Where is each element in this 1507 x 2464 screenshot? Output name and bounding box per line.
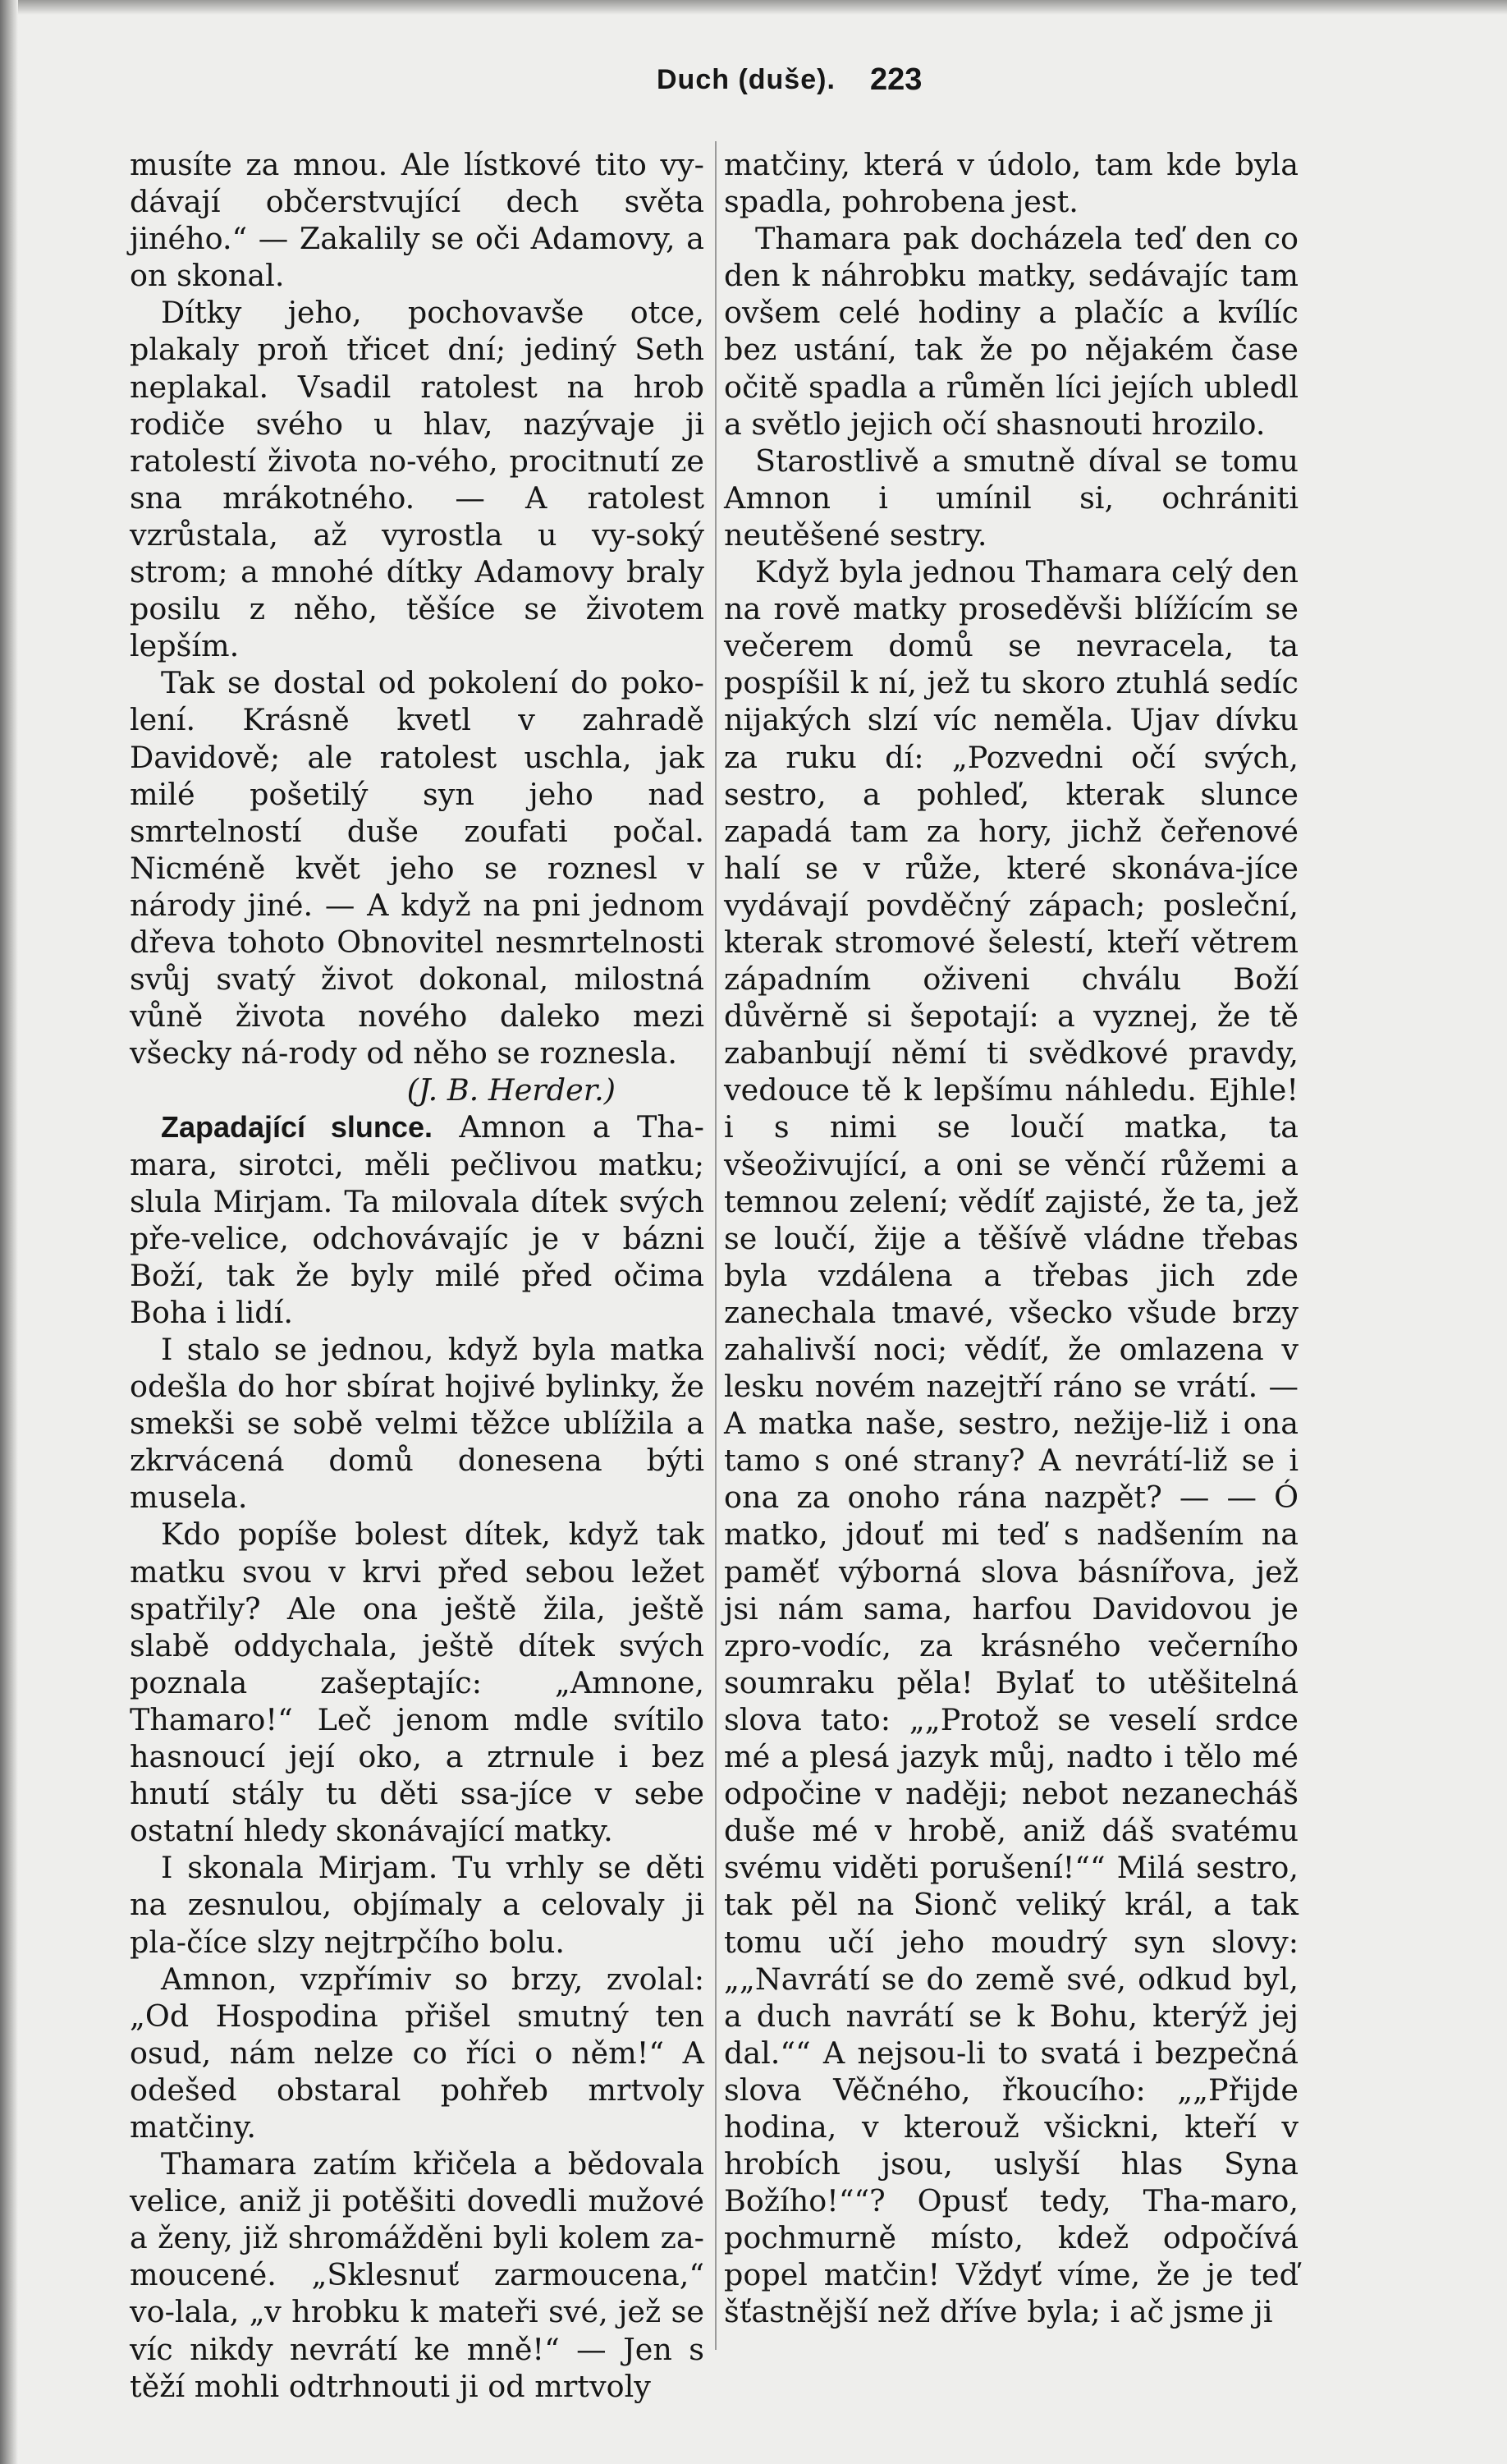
- paragraph: Kdo popíše bolest dítek, když tak matku svou v krvi před sebou ležet spatřily? Ale ona ještě žila, ještě slabě oddychala, ještě dítek svých poznala zašeptajíc: „Amnone, Thamaro!“ Leč jenom mdle svítilo hasnoucí její oko, a ztrnule i bez hnutí stály tu děti ssa-jíce v sebe ostatní hledy skonávající matky.: [130, 1516, 704, 1849]
- paragraph: Amnon, vzpřímiv so brzy, zvolal: „Od Hospodina přišel smutný ten osud, nám nelze co říci o něm!“ A odešed obstaral pohřeb mrtvoly matčiny.: [130, 1961, 704, 2145]
- left-column: [130, 146, 704, 2405]
- paragraph: Dítky jeho, pochovavše otce, plakaly proň třicet dní; jediný Seth neplakal. Vsadil ratolest na hrob rodiče svého u hlav, nazývaje ji ratolestí života no-vého, procitnutí ze sna mrákotného. — A ratolest vzrůstala, až vyrostla u vy-soký strom; a mnohé dítky Adamovy braly posilu z něho, těšíce se životem lepším.: [130, 295, 704, 664]
- paragraph: musíte za mnou. Ale lístkové tito vy-dávají občerstvující dech světa jiného.“ — Zakalily se oči Adamovy, a on skonal.: [130, 147, 704, 294]
- paragraph: I stalo se jednou, když byla matka odešla do hor sbírat hojivé bylinky, že smekši se sobě velmi těžce ublížila a zkrvácená domů donesena býti musela.: [130, 1332, 704, 1516]
- paragraph: Thamara zatím křičela a bědovala velice, aniž ji potěšiti dovedli mužové a ženy, již shromážděni byli kolem za-moucené. „Sklesnuť zarmoucena,“ vo-lala, „v hrobku k mateři své, jež se víc nikdy nevrátí ke mně!“ — Jen s těží mohli odtrhnouti ji od mrtvoly: [130, 2146, 704, 2404]
- column-divider: [715, 141, 717, 2350]
- paragraph: Tak se dostal od pokolení do poko-lení. Krásně kvetl v zahradě Davidově; ale ratolest uschla, jak milé pošetilý syn jeho nad smrtelností duše zoufati počal. Nicméně květ jeho se roznesl v národy jiné. — A když na pni jednom dřeva tohoto Obnovitel nesmrtelnosti svůj svatý život dokonal, milostná vůně života nového daleko mezi všecky ná-rody od něho se roznesla.: [130, 665, 704, 1071]
- paragraph: matčiny, která v údolo, tam kde byla spadla, pohrobena jest.: [724, 147, 1299, 220]
- right-column: [724, 146, 1299, 2331]
- page-top-edge: [0, 0, 1507, 15]
- page-number: 223: [870, 62, 923, 97]
- section-title: Zapadající slunce.: [161, 1110, 433, 1145]
- section-paragraph: [130, 1108, 704, 1331]
- paragraph: I skonala Mirjam. Tu vrhly se děti na zesnulou, objímaly a celovaly ji pla-číce slzy nejtrpčího bolu.: [130, 1850, 704, 1960]
- paragraph: Když byla jednou Thamara celý den na rově matky proseděvši blížícím se večerem domů se nevracela, ta pospíšil k ní, jež tu skoro ztuhlá sedíc nijakých slzí víc neměla. Ujav dívku za ruku dí: „Pozvedni očí svých, sestro, a pohleď, kterak slunce zapadá tam za hory, jichž čeřenové halí se v růže, které skonáva-jíce vydávají povděčný zápach; posleční, kterak stromové šelestí, kteří větrem západním oživeni chválu Boží důvěrně si šepotají: a vyznej, že tě zabanbují němí ti svědkové pravdy, vedouce tě k lepšímu náhledu. Ejhle! i s nimi se loučí matka, ta všeoživující, a oni se věnčí růžemi a temnou zelení; vědíť zajisté, že ta, jež se loučí, žije a těšívě vládne třebas byla vzdálena a třebas jich zde zanechala tmavé, všecko všude brzy zahalivší noci; vědíť, že omlazena v lesku novém nazejtří ráno se vrátí. — A matka naše, sestro, nežije-liž i ona tamo s oné strany? A nevrátí-liž se i ona za onoho rána nazpět? — — Ó matko, jdouť mi teď s nadšením na paměť výborná slova básnířova, jež jsi nám sama, harfou Davidovou je zpro-vodíc, za krásného večerního soumraku pěla! Bylať to utěšitelná slova tato: „„Protož se veselí srdce mé a plesá jazyk můj, nadto i tělo mé odpočine v naději; nebot nezanecháš duše mé v hrobě, aniž dáš svatému svému viděti porušení!““ Milá sestro, tak pěl na Sionč veliký král, a tak tomu učí jeho moudrý syn slovy: „„Navrátí se do země své, odkud byl, a duch navrátí se k Bohu, kterýž jej dal.““ A nejsou-li to svatá i bezpečná slova Věčného, řkoucího: „„Přijde hodina, v kterouž všickni, kteří v hrobích jsou, uslyší hlas Syna Božího!““? Opusť tedy, Tha-maro, pochmurně místo, kdež odpočívá popel matčin! Vždyť víme, že je teď šťastnější než dříve byla; i ač jsme ji: [724, 554, 1299, 2330]
- page-left-edge: [0, 0, 18, 2464]
- paragraph: Starostlivě a smutně díval se tomu Amnon i umínil si, ochrániti neutěšené sestry.: [724, 443, 1299, 553]
- paragraph: Thamara pak docházela teď den co den k náhrobku matky, sedávajíc tam ovšem celé hodiny a plačíc a kvílíc bez ustání, tak že po nějakém čase očitě spadla a růměn líci jejích ubledl a světlo jejich očí shasnouti hrozilo.: [724, 221, 1299, 442]
- section-paragraph-text: Amnon a Tha-mara, sirotci, měli pečlivou matku; slula Mirjam. Ta milovala dítek svých pře-velice, odchovávajíc je v bázni Boží, tak že byly milé před očima Boha i lidí.: [130, 1109, 704, 1330]
- page-header: [49, 48, 1445, 97]
- author-byline: (J. B. Herder.): [406, 1072, 616, 1108]
- running-head: Duch (duše).: [657, 64, 836, 95]
